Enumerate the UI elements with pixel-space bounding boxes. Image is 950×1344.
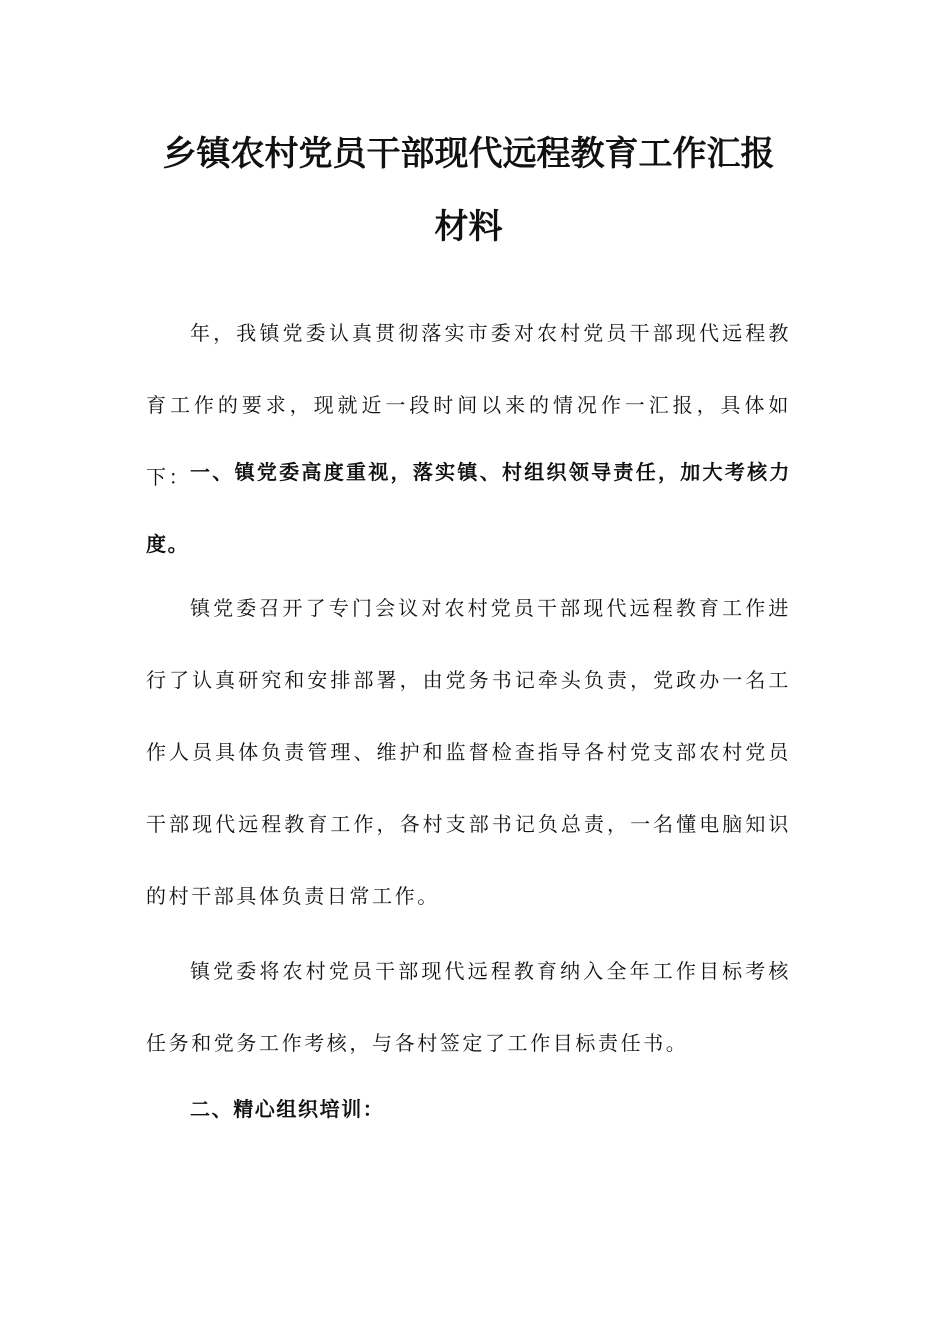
document-title-line-2: 材料	[434, 207, 503, 247]
section-2-heading: 二、精心组织培训：	[190, 1097, 385, 1121]
section-1-paragraph-2: 镇党委将农村党员干部现代远程教育纳入全年工作目标考核任务和党务工作考核，与各村签定了工作目标责任书。	[146, 959, 791, 1055]
document-title-line-1: 乡镇农村党员干部现代远程教育工作汇报	[162, 134, 775, 174]
section-1-paragraph-1: 镇党委召开了专门会议对农村党员干部现代远程教育工作进行了认真研究和安排部署，由党务书记牵头负责，党政办一名工作人员具体负责管理、维护和监督检查指导各村党支部农村党员干部现代远程教育工作，各村支部书记负总责，一名懂电脑知识的村干部具体负责日常工作。	[146, 596, 791, 908]
section-1-heading: 一、镇党委高度重视，落实镇、村组织领导责任，加大考核力度。	[146, 460, 791, 556]
intro-paragraph: 年，我镇党委认真贯彻落实市委对农村党员干部现代远程教育工作的要求，现就近一段时间以来的情况作一汇报，具体如下：	[146, 321, 791, 489]
